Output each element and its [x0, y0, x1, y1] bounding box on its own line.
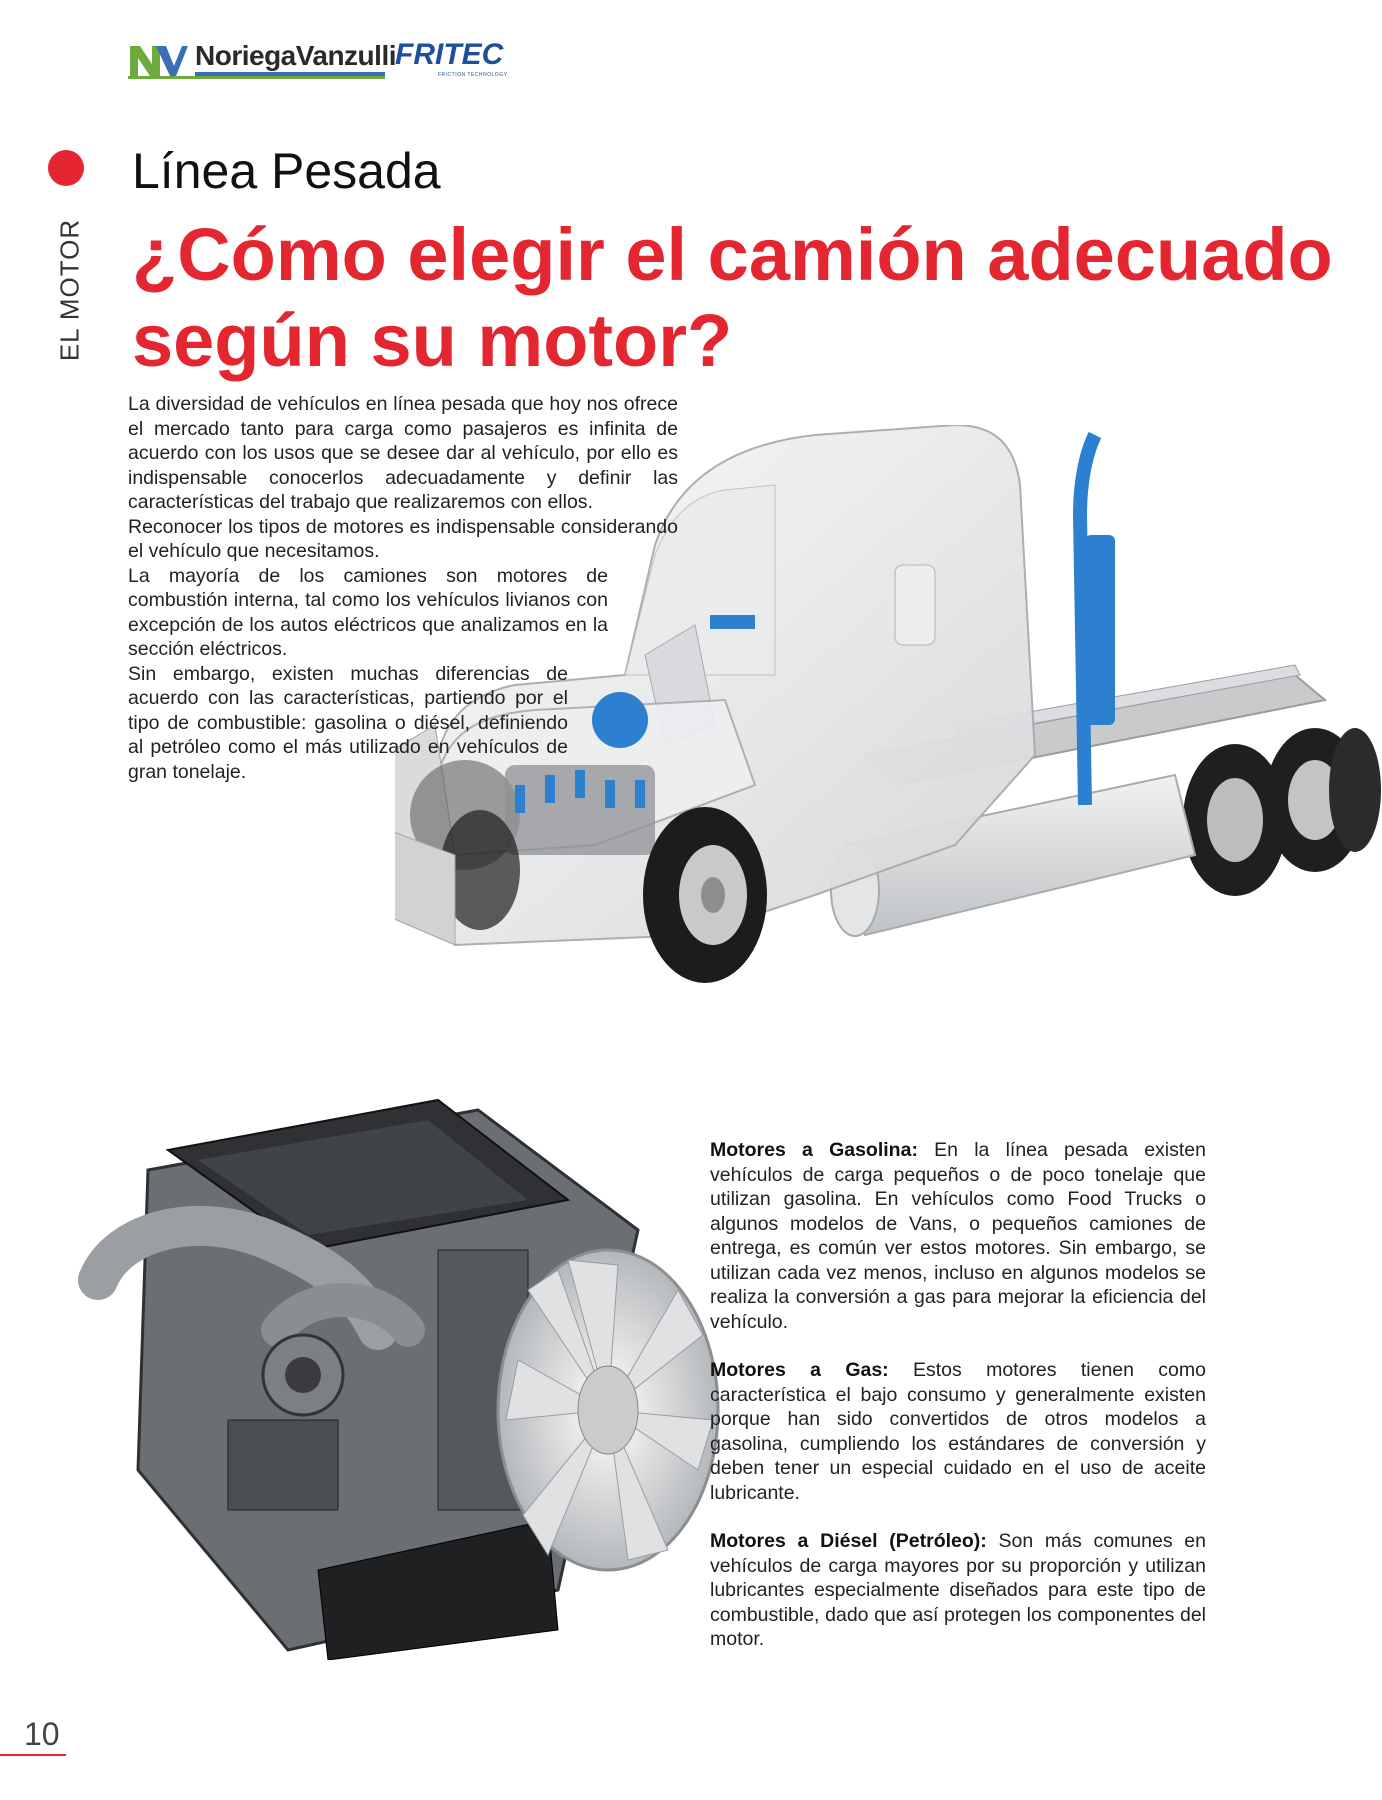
section-body: En la línea pesada existen vehículos de carga pequeños o de poco tonelaje que utilizan gasolina. En vehículos como Food Trucks o algunos modelos de Vans, o pequeños camiones de entrega, es común ver estos motores. Sin embargo, se utilizan cada vez menos, incluso en algunos modelos se realiza la conversión a gas para mejorar la eficiencia del vehículo. — [710, 1139, 1207, 1333]
brand-underline-green — [128, 76, 385, 79]
diesel-engine-illustration — [78, 1090, 738, 1660]
section-body: Son más comunes en vehículos de carga mayores por su proporción y utilizan lubricantes especialmente diseñados para este tipo de combustible, dado que así protegen los componentes del motor. — [710, 1530, 1206, 1650]
brand-secondary-name: FRITEC — [395, 38, 504, 71]
intro-paragraph: La diversidad de vehículos en línea pesada que hoy nos ofrece el mercado tanto para carga como pasajeros es infinita de acuerdo con los usos que se desee dar al vehículo, por ello es indispensable conocerlos adecuadamente y definir las características del trabajo que realizaremos con ellos. — [128, 393, 678, 513]
page-headline: ¿Cómo elegir el camión adecuado según su motor? — [132, 213, 1333, 382]
section-gas — [710, 1358, 1206, 1505]
section-label-text: EL MOTOR — [54, 218, 85, 362]
noriega-vanzulli-logo-icon — [128, 42, 188, 78]
section-body: Estos motores tienen como característica el bajo consumo y generalmente existen porque han sido convertidos de otros modelos a gasolina, cumpliendo los estándares de conversión y deben tener un especial cuidado en el uso de aceite lubricante. — [710, 1359, 1206, 1504]
section-label — [20, 200, 120, 380]
section-heading: Motores a Diésel (Petróleo): — [710, 1530, 999, 1552]
section-heading: Motores a Gasolina: — [710, 1139, 935, 1161]
brand-primary-name: NoriegaVanzulli — [195, 40, 396, 71]
intro-text — [128, 392, 678, 784]
brand-secondary-tagline: FRICTION TECHNOLOGY — [438, 72, 508, 78]
section-dot-icon — [48, 150, 84, 186]
page-number-underline — [0, 1754, 66, 1756]
intro-paragraph: Sin embargo, existen muchas diferencias de acuerdo con las características, partiendo por el tipo de combustible: gasolina o diésel, definiendo al petróleo como el más utilizado en vehículos de gran tonelaje. — [128, 662, 568, 783]
section-gasoline — [710, 1138, 1206, 1334]
page-kicker: Línea Pesada — [132, 143, 441, 199]
page-number: 10 — [24, 1716, 60, 1752]
section-heading: Motores a Gas: — [710, 1359, 913, 1381]
rear-wheels — [1183, 728, 1381, 896]
intro-paragraph: Reconocer los tipos de motores es indispensable considerando el vehículo que necesitamos. — [128, 515, 678, 562]
engine-types-column — [710, 1138, 1206, 1676]
intro-paragraph: La mayoría de los camiones son motores de combustión interna, tal como los vehículos livianos con excepción de los autos eléctricos que analizamos en la sección eléctricos. — [128, 564, 608, 660]
section-diesel — [710, 1529, 1206, 1652]
